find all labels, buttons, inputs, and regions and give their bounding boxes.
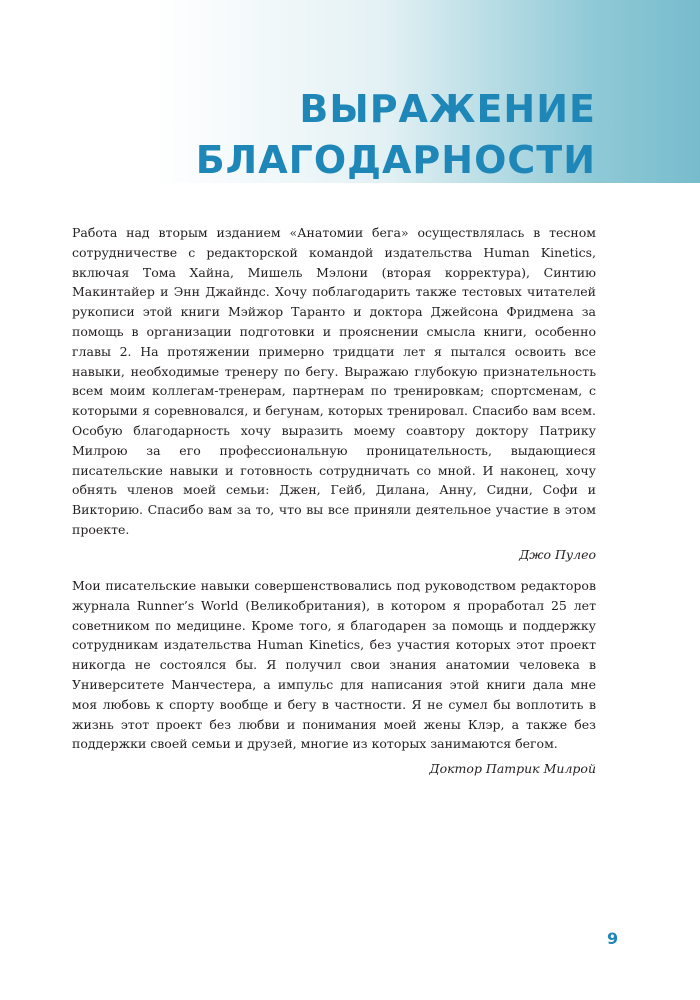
acknowledgement-paragraph: Работа над вторым изданием «Анатомии бега» осуществлялась в тесном сотрудничестве с редакторской командой издательства Human Kinetics, включая Тома Хайна, Мишель Мэлони (вторая корректура), Синтию Макинтайер и Энн Джайндс. Хочу поблагодарить также тестовых читателей рукописи этой книги Мэйжор Таранто и доктора Джейсона Фридмена за помощь в организации подготовки и прояснении смысла книги, особенно главы 2. На протяжении примерно тридцати лет я пытался освоить все навыки, необходимые тренеру по бегу. Выражаю глубокую признательность всем моим коллегам-тренерам, партнерам по тренировкам; спортсменам, с которыми я соревновался, и бегунам, которых тренировал. Спасибо вам всем. Особую благодарность хочу выразить моему соавтору доктору Патрику Милрою за его профессиональную проницательность, выдающиеся писательские навыки и готовность сотрудничать со мной. И наконец, хочу обнять членов моей семьи: Джен, Гейб, Дилана, Анну, Сидни, Софи и Викторию. Спасибо вам за то, что вы все приняли деятельное участие в этом проекте. <box>72 225 596 537</box>
acknowledgement-section-puleo <box>72 223 596 565</box>
signature: Доктор Патрик Милрой <box>429 761 596 777</box>
page-title-line-2: БЛАГОДАРНОСТИ <box>195 138 596 182</box>
page-title-line-1: ВЫРАЖЕНИЕ <box>299 87 596 131</box>
page-title <box>196 84 596 186</box>
acknowledgement-paragraph: Мои писательские навыки совершенствовались под руководством редакторов журнала Runner’s World (Великобритания), в котором я проработал 25 лет советником по медицине. Кроме того, я благодарен за помощь и поддержку сотрудникам издательства Human Kinetics, без участия которых этот проект никогда не состоялся бы. Я получил свои знания анатомии человека в Университете Манчестера, а импульс для написания этой книги дала мне моя любовь к спорту вообще и бегу в частности. Я не сумел бы воплотить в жизнь этот проект без любви и понимания моей жены Клэр, а также без поддержки своей семьи и друзей, многие из которых занимаются бегом. <box>72 578 596 752</box>
page-number: 9 <box>607 929 619 948</box>
acknowledgement-section-milroy <box>72 576 596 779</box>
signature: Джо Пулео <box>519 546 596 562</box>
